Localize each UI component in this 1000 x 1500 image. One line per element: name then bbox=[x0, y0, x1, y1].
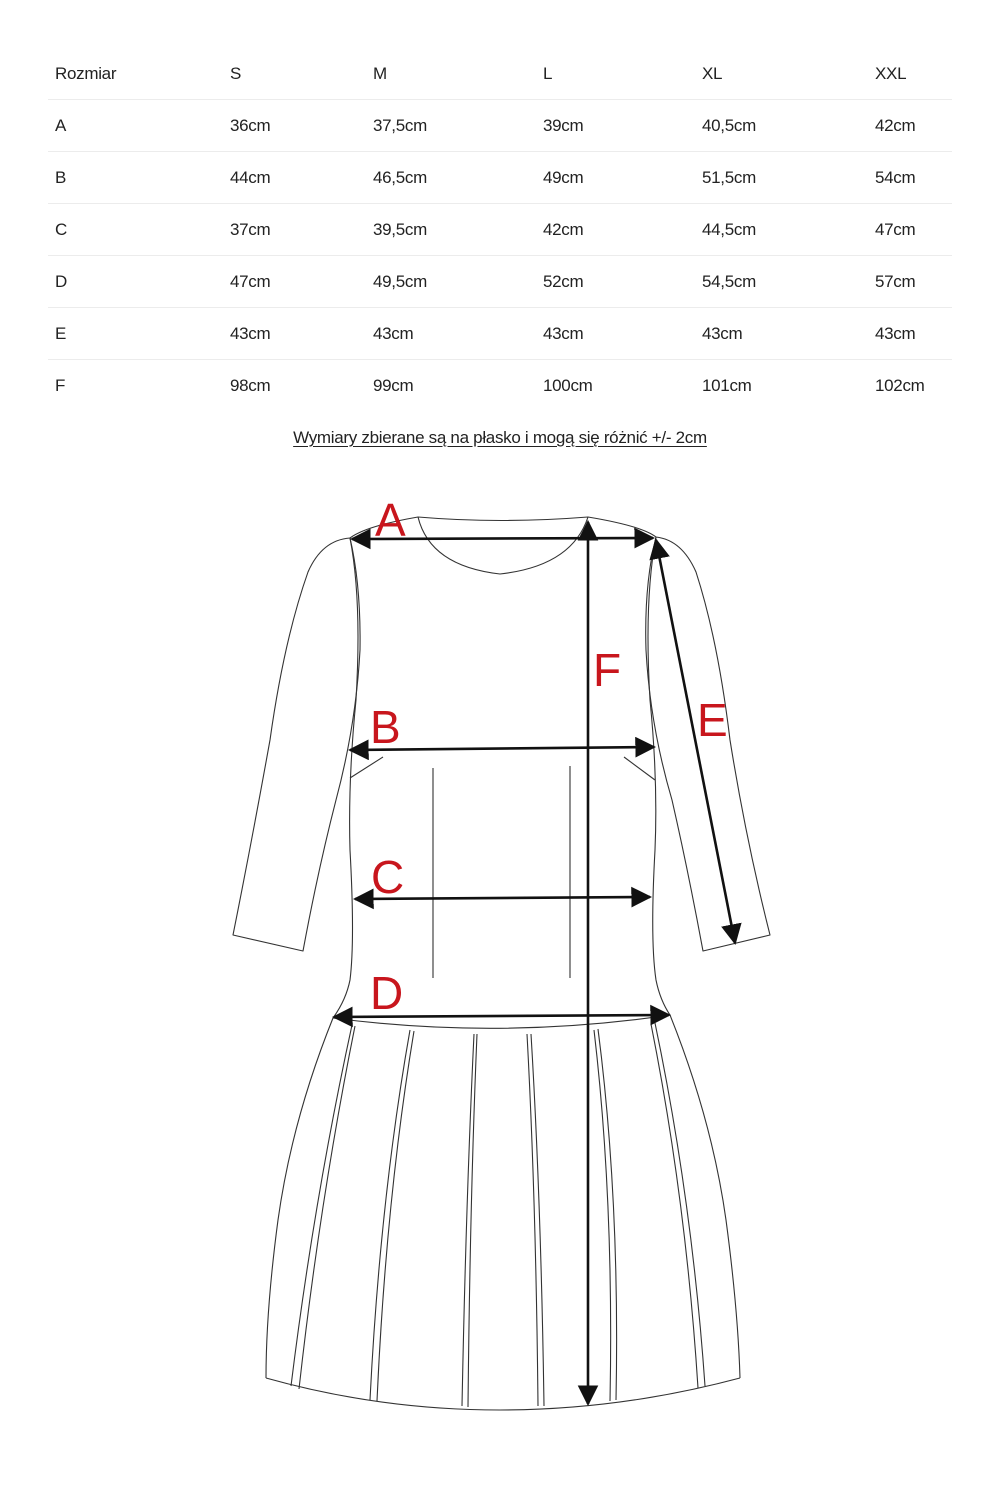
cell-value: 99cm bbox=[373, 375, 414, 395]
table-row bbox=[48, 204, 952, 256]
cell-value: 43cm bbox=[223, 308, 366, 360]
table-row bbox=[48, 152, 952, 204]
left-sleeve bbox=[233, 538, 360, 951]
arrow-a bbox=[352, 538, 653, 539]
cell-value: 42cm bbox=[868, 100, 952, 152]
skirt-pleats bbox=[291, 1023, 705, 1407]
table-row bbox=[48, 308, 952, 360]
cell-value: 43cm bbox=[536, 308, 695, 360]
pleat-line bbox=[299, 1026, 355, 1389]
measurement-arrows bbox=[334, 522, 735, 1404]
cell-value: 37cm bbox=[223, 204, 366, 256]
header-xl: XL bbox=[695, 48, 868, 100]
arrow-e bbox=[656, 540, 735, 943]
pleat-line bbox=[462, 1034, 474, 1406]
right-sleeve bbox=[646, 537, 770, 951]
label-b: B bbox=[370, 701, 401, 753]
cell-value: 43cm bbox=[868, 308, 952, 360]
skirt-left-side bbox=[266, 1018, 333, 1378]
header-m: M bbox=[366, 48, 536, 100]
row-label: C bbox=[48, 204, 223, 256]
cell-value: 40,5cm bbox=[695, 100, 868, 152]
label-a: A bbox=[375, 494, 406, 546]
row-label: E bbox=[48, 308, 223, 360]
label-c: C bbox=[371, 851, 405, 903]
pleat-line bbox=[531, 1034, 544, 1406]
pleat-line bbox=[527, 1034, 538, 1406]
table-row bbox=[48, 360, 952, 412]
bust-dart-right bbox=[624, 757, 655, 780]
label-d: D bbox=[370, 967, 404, 1019]
cell-value: 39cm bbox=[536, 100, 695, 152]
pleat-line bbox=[651, 1024, 698, 1388]
pleat-line bbox=[291, 1025, 352, 1386]
pleat-line bbox=[594, 1030, 611, 1401]
cell-value: 54,5cm bbox=[695, 256, 868, 308]
arrow-d bbox=[334, 1015, 669, 1017]
header-l: L bbox=[536, 48, 695, 100]
pleat-line bbox=[377, 1031, 414, 1401]
cell-value: 37,5cm bbox=[366, 100, 536, 152]
cell-value: 42cm bbox=[536, 204, 695, 256]
neckline-inner bbox=[418, 517, 588, 574]
cell-value: 49,5cm bbox=[366, 256, 536, 308]
cell-value: 39,5cm bbox=[366, 204, 536, 256]
header-xxl: XXL bbox=[868, 48, 952, 100]
cell-value: 47cm bbox=[868, 204, 952, 256]
cell-value: 49cm bbox=[536, 152, 695, 204]
skirt-right-side bbox=[670, 1015, 740, 1378]
dress-outline bbox=[233, 517, 770, 1410]
table-header-row bbox=[48, 48, 952, 100]
pleat-line bbox=[468, 1034, 477, 1407]
bodice-left-side bbox=[333, 538, 358, 1018]
table-row bbox=[48, 100, 952, 152]
cell-value: 44,5cm bbox=[695, 204, 868, 256]
table-row bbox=[48, 256, 952, 308]
cell-value: 98cm bbox=[230, 375, 271, 395]
arrow-c bbox=[355, 897, 650, 899]
header-s: S bbox=[223, 48, 366, 100]
cell-value: 100cm bbox=[543, 375, 593, 395]
cell-value: 47cm bbox=[223, 256, 366, 308]
pleat-line bbox=[370, 1030, 410, 1400]
row-label: B bbox=[48, 152, 223, 204]
neckline-outer bbox=[350, 517, 656, 538]
bust-dart-left bbox=[350, 757, 383, 778]
waist-seam bbox=[333, 1015, 670, 1028]
pleat-line bbox=[598, 1029, 617, 1400]
measurement-note: Wymiary zbierane są na płasko i mogą się różnić +/- 2cm bbox=[293, 428, 707, 447]
row-label: A bbox=[48, 100, 223, 152]
row-label: D bbox=[48, 256, 223, 308]
cell-value: 43cm bbox=[366, 308, 536, 360]
cell-value: 57cm bbox=[868, 256, 952, 308]
bodice-right-side bbox=[648, 537, 670, 1015]
row-label: F bbox=[55, 375, 66, 395]
pleat-line bbox=[655, 1023, 705, 1386]
cell-value: 52cm bbox=[536, 256, 695, 308]
cell-value: 54cm bbox=[868, 152, 952, 204]
cell-value: 51,5cm bbox=[695, 152, 868, 204]
header-size: Rozmiar bbox=[48, 48, 223, 100]
skirt-hem bbox=[266, 1378, 740, 1410]
label-e: E bbox=[697, 694, 728, 746]
cell-value: 101cm bbox=[702, 375, 752, 395]
cell-value: 46,5cm bbox=[366, 152, 536, 204]
cell-value: 43cm bbox=[695, 308, 868, 360]
size-table bbox=[48, 48, 952, 411]
cell-value: 44cm bbox=[223, 152, 366, 204]
arrow-b bbox=[350, 747, 654, 750]
label-f: F bbox=[593, 644, 622, 696]
cell-value: 102cm bbox=[875, 375, 925, 395]
cell-value: 36cm bbox=[223, 100, 366, 152]
measurement-labels bbox=[370, 494, 728, 1019]
